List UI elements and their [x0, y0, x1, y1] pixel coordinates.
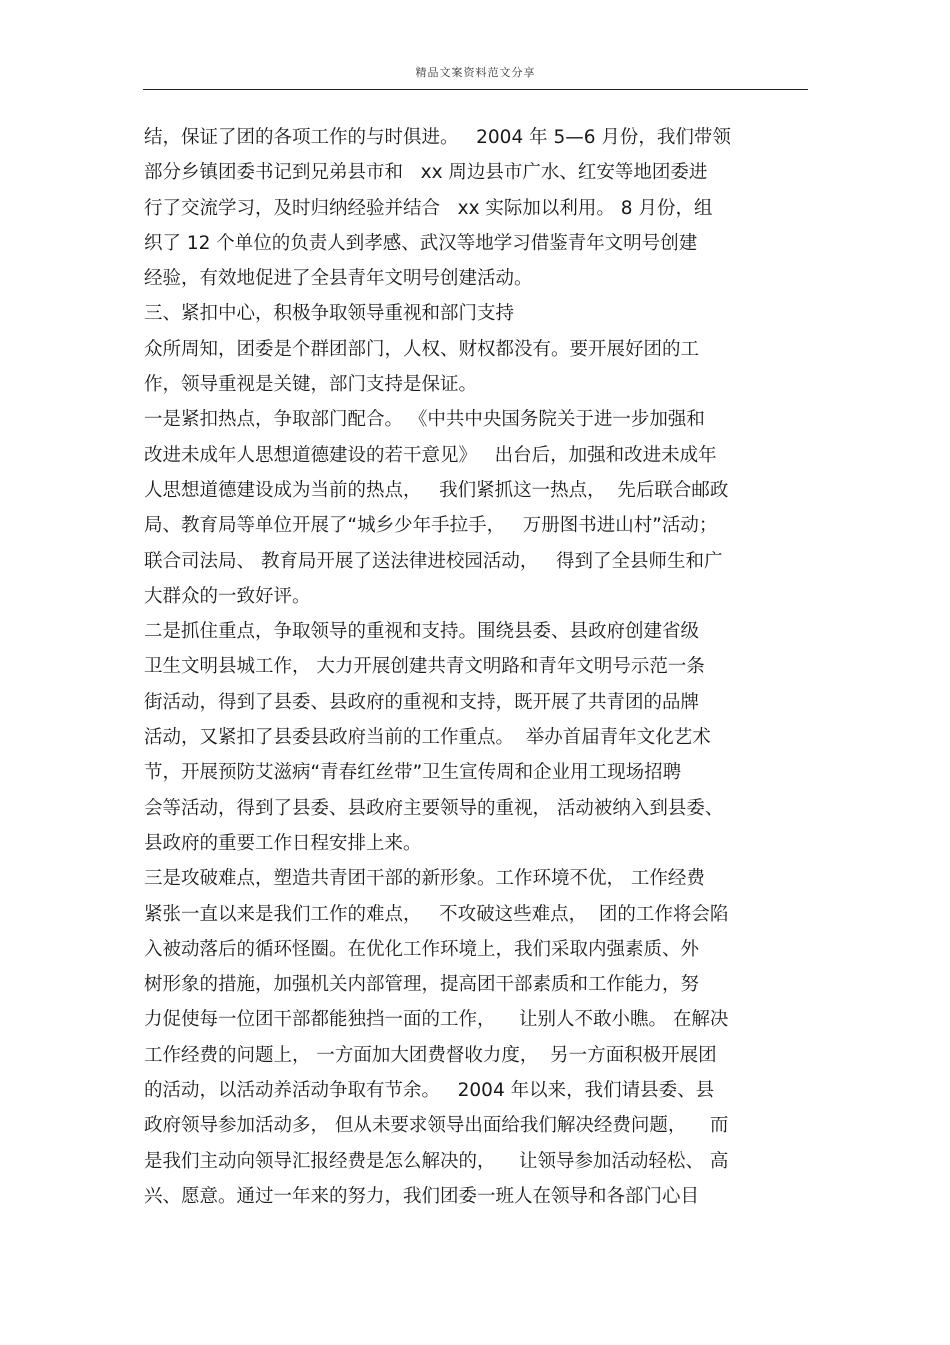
- text-line: 一是紧扣热点，争取部门配合。 《中共中央国务院关于进一步加强和: [144, 409, 705, 431]
- body-text: [144, 120, 814, 1214]
- text-line: 县政府的重要工作日程安排上来。: [144, 832, 422, 854]
- text-line: 局、教育局等单位开展了“城乡少年手拉手， 万册图书进山村”活动；: [144, 515, 718, 537]
- page-header: 精品文案资料范文分享: [415, 66, 536, 79]
- text-line: 人思想道德建设成为当前的热点， 我们紧抓这一热点， 先后联合邮政: [144, 479, 729, 501]
- text-line: 众所周知，团委是个群团部门，人权、财权都没有。要开展好团的工: [144, 338, 700, 360]
- text-line: 兴、愿意。通过一年来的努力，我们团委一班人在领导和各部门心目: [144, 1185, 700, 1207]
- text-line: 政府领导参加活动多， 但从未要求领导出面给我们解决经费问题， 而: [144, 1115, 729, 1137]
- text-line: 是我们主动向领导汇报经费是怎么解决的， 让领导参加活动轻松、 高: [144, 1150, 729, 1172]
- header-divider: [143, 89, 808, 90]
- text-line: 节，开展预防艾滋病“青春红丝带”卫生宣传周和企业用工现场招聘: [144, 762, 682, 784]
- text-line: 联合司法局、 教育局开展了送法律进校园活动， 得到了全县师生和广: [144, 550, 723, 572]
- text-line: 活动，又紧扣了县委县政府当前的工作重点。 举办首届青年文化艺术: [144, 727, 711, 749]
- text-line: 的活动，以活动养活动争取有节余。 2004 年以来，我们请县委、县: [144, 1080, 715, 1102]
- text-line: 三是攻破难点，塑造共青团干部的新形象。工作环境不优， 工作经费: [144, 868, 705, 890]
- section-heading: 三、紧扣中心，积极争取领导重视和部门支持: [144, 303, 515, 325]
- text-line: 作，领导重视是关键，部门支持是保证。: [144, 374, 478, 396]
- text-line: 部分乡镇团委书记到兄弟县市和 xx 周边县市广水、红安等地团委进: [144, 162, 708, 184]
- text-line: 二是抓住重点，争取领导的重视和支持。围绕县委、县政府创建省级: [144, 621, 700, 643]
- text-line: 结，保证了团的各项工作的与时俱进。 2004 年 5—6 月份，我们带领: [144, 127, 731, 148]
- text-line: 经验，有效地促进了全县青年文明号创建活动。: [144, 268, 533, 290]
- text-line: 改进未成年人思想道德建设的若干意见》 出台后，加强和改进未成年: [144, 444, 717, 466]
- text-line: 入被动落后的循环怪圈。在优化工作环境上，我们采取内强素质、外: [144, 938, 700, 960]
- text-line: 行了交流学习，及时归纳经验并结合 xx 实际加以利用。 8 月份，组: [144, 197, 713, 219]
- text-line: 街活动，得到了县委、县政府的重视和支持，既开展了共青团的品牌: [144, 691, 700, 713]
- text-line: 工作经费的问题上， 一方面加大团费督收力度， 另一方面积极开展团: [144, 1044, 717, 1066]
- text-line: 大群众的一致好评。: [144, 585, 311, 607]
- text-line: 紧张一直以来是我们工作的难点， 不攻破这些难点， 团的工作将会陷: [144, 903, 729, 925]
- text-line: 会等活动，得到了县委、县政府主要领导的重视， 活动被纳入到县委、: [144, 797, 724, 819]
- text-line: 树形象的措施，加强机关内部管理，提高团干部素质和工作能力，努: [144, 974, 700, 996]
- text-line: 卫生文明县城工作， 大力开展创建共青文明路和青年文明号示范一条: [144, 656, 705, 678]
- text-line: 力促使每一位团干部都能独挡一面的工作， 让别人不敢小瞧。 在解决: [144, 1009, 729, 1031]
- text-line: 织了 12 个单位的负责人到孝感、武汉等地学习借鉴青年文明号创建: [144, 232, 698, 254]
